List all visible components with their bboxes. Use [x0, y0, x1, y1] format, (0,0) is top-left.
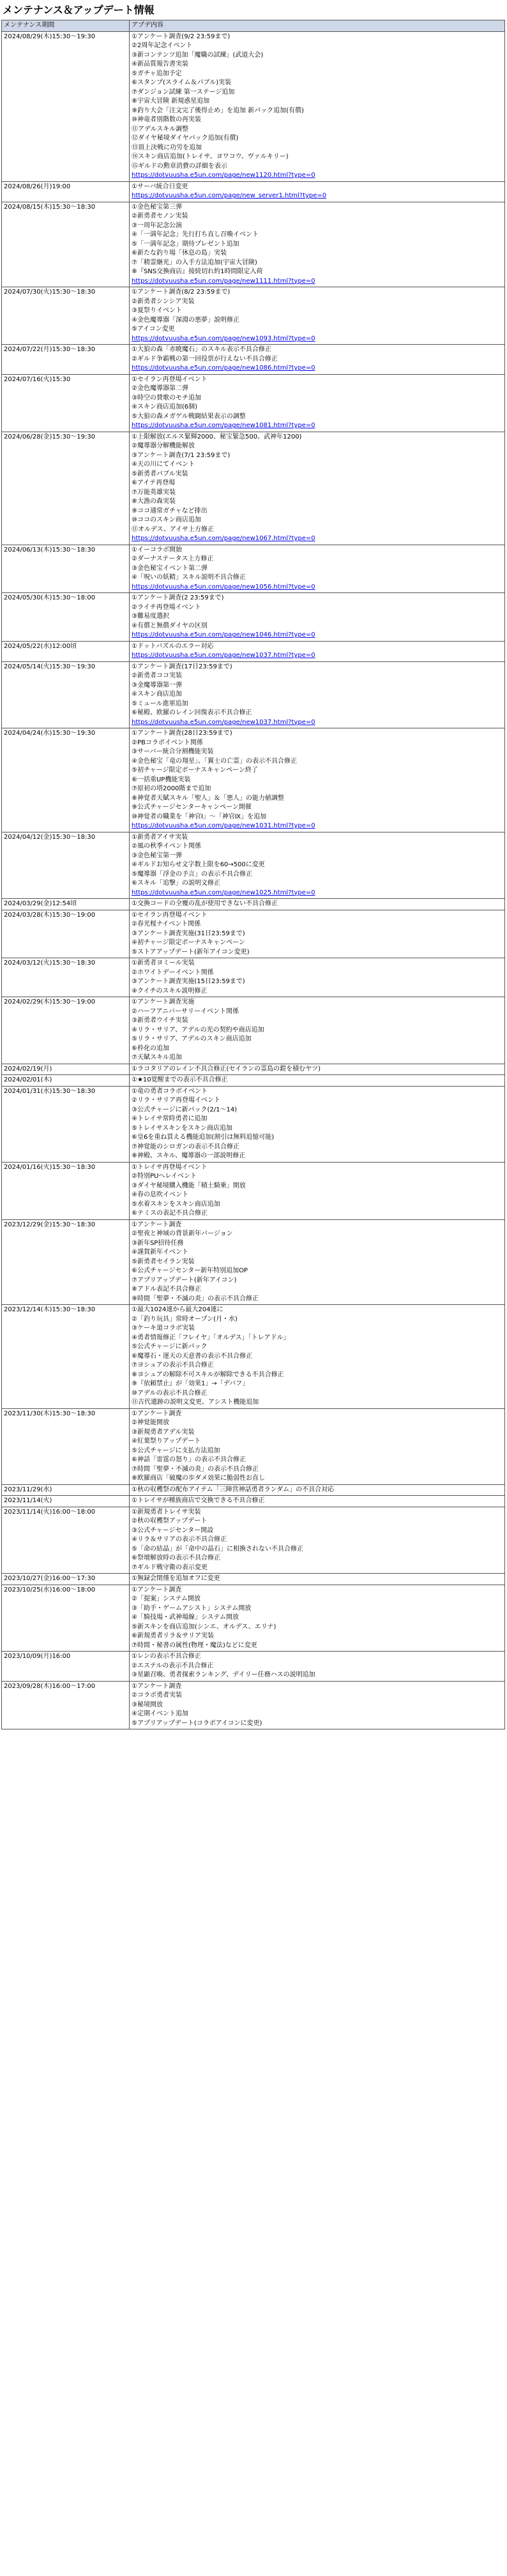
- update-content: [130, 432, 505, 545]
- table-row: [2, 1496, 505, 1507]
- update-item: ④スキン商店追加(6個): [132, 403, 198, 411]
- update-item: ②魔導器分解機能解放: [132, 442, 195, 450]
- update-item: ⑩神竜者別階数の再実装: [132, 116, 201, 124]
- update-item: ③新規勇者アデル実装: [132, 1428, 195, 1436]
- notice-link[interactable]: https://dotvuusha.e5un.com/page/new1056.html?type=0: [132, 583, 315, 591]
- column-header-period: メンテナンス期間: [2, 20, 130, 32]
- update-item: ④金色魔導器「深淵の悪夢」説明修正: [132, 316, 239, 324]
- maintenance-period: 2023/12/14(木)15:30～18:30: [2, 1305, 130, 1409]
- update-item: ①トレイサ再登場イベント: [132, 1163, 208, 1171]
- notice-link[interactable]: https://dotvuusha.e5un.com/page/new1067.html?type=0: [132, 535, 315, 543]
- notice-link[interactable]: https://dotvuusha.e5un.com/page/new1031.html?type=0: [132, 822, 315, 830]
- update-item: ③アンケート調査実施(15日23:59まで): [132, 978, 245, 986]
- table-row: [2, 181, 505, 202]
- update-item: ④「騎技場・武神場線」システム開放: [132, 1614, 239, 1622]
- update-item: ③新年SP招待任務: [132, 1239, 184, 1247]
- update-item: ③公式チャージセンター開設: [132, 1526, 214, 1534]
- update-item: ⑤アイコン変更: [132, 326, 175, 333]
- update-content: [130, 1305, 505, 1409]
- update-item: ②ホワイトデーイベント関係: [132, 968, 214, 976]
- update-item: ⑤新スキンを商店追加(シンエ、オルデス、エリナ): [132, 1623, 276, 1631]
- update-item: ③ダイヤ秘境購入機能「積土騎乗」開放: [132, 1182, 246, 1189]
- update-item: ⑪オルデス、アイサ上方修正: [132, 525, 214, 533]
- update-item: ⑩神覚者の職業を「神官Ⅰ」～「神官Ⅸ」を追加: [132, 813, 267, 820]
- update-item: ③公式チャージに新パック(2/1～14): [132, 1106, 238, 1113]
- update-content: [130, 345, 505, 375]
- update-item: ②聖夜と神域の背景新年バージョン: [132, 1230, 233, 1238]
- table-row: [2, 1484, 505, 1496]
- column-header-content: アプデ内容: [130, 20, 505, 32]
- update-item: ⑧大漁の森実装: [132, 498, 176, 506]
- maintenance-period: 2024/05/22(水)12:00頃: [2, 641, 130, 661]
- update-item: ①新勇者ヨミール実装: [132, 960, 195, 967]
- update-item: ①アンケート調査: [132, 1410, 182, 1417]
- update-item: ④スキン商店追加: [132, 691, 182, 698]
- update-item: ④謹賀新年イベント: [132, 1249, 188, 1256]
- update-item: ⑩ココのスキン商店追加: [132, 516, 201, 524]
- update-item: ⑦原初の塔2000階まで追加: [132, 785, 211, 793]
- update-item: ④「一満年記念」先行打ち直し召喚イベント: [132, 231, 259, 239]
- update-item: ①アンケート調査: [132, 1682, 182, 1690]
- update-item: ②新勇者シンシア実装: [132, 298, 195, 305]
- maintenance-period: 2023/10/27(金)16:00～17:30: [2, 1574, 130, 1585]
- update-item: ⑦天賦スキル追加: [132, 1054, 182, 1062]
- update-item: ①最大1024連から最大204連に: [132, 1306, 223, 1314]
- update-item: ⑩アデルの表示不具合修正: [132, 1389, 208, 1397]
- update-content: [130, 1507, 505, 1574]
- update-content: [130, 1496, 505, 1507]
- update-item: ⑥スキル「追撃」の説明文修正: [132, 880, 220, 887]
- update-item: ⑦時間「聖夢・不滅の炎」の表示不具合修正: [132, 1465, 259, 1473]
- update-item: ⑮ギルドの勲章消費の詳細を表示: [132, 162, 227, 170]
- update-item: ②PBコラボイベント関係: [132, 739, 203, 746]
- update-item: ⑦ダンジョン試練 第一ステージ追加: [132, 88, 235, 96]
- update-item: ④春の息吹イベント: [132, 1191, 188, 1199]
- update-content: [130, 545, 505, 593]
- update-item: ③金魔導器第一弾: [132, 681, 182, 689]
- maintenance-period: 2024/01/16(火)15:30～18:30: [2, 1162, 130, 1219]
- update-item: ②風の秋季イベント関係: [132, 843, 201, 850]
- update-item: ①セイラン再登場イベント: [132, 375, 208, 383]
- update-item: ④定期イベント追加: [132, 1710, 188, 1718]
- update-content: [130, 832, 505, 899]
- update-item: ④有償と無償ダイヤの区別: [132, 622, 208, 629]
- update-item: ③アンケート調査実施(31日23:59まで): [132, 930, 245, 937]
- table-row: [2, 545, 505, 593]
- table-row: [2, 1305, 505, 1409]
- update-item: ⑤公式チャージに新パック: [132, 1343, 208, 1351]
- update-item: ③サーバー統合分割機能実装: [132, 748, 214, 756]
- update-item: ①無録会閉僅を追加オフに変更: [132, 1575, 220, 1583]
- update-item: ①アンケート調査(28日23:59まで): [132, 730, 232, 737]
- update-item: ③星顕召喚、勇者探索ランキング、デイリー任務ハスの説明追加: [132, 1671, 315, 1679]
- update-item: ④「呪いの妖精」スキル説明不具合修正: [132, 574, 246, 582]
- update-item: ②「提案」システム開放: [132, 1595, 201, 1603]
- update-content: [130, 997, 505, 1064]
- update-item: ①イーコラボ開始: [132, 546, 182, 554]
- maintenance-period: 2023/10/09(月)16:00: [2, 1652, 130, 1682]
- update-item: ⑦時間・秘書の属性(物理・魔法)などに変更: [132, 1641, 257, 1649]
- update-content: [130, 1162, 505, 1219]
- update-item: ①セイラン再登場イベント: [132, 911, 208, 919]
- update-item: ⑤公式チャージに支払方法追加: [132, 1447, 220, 1454]
- update-item: ⑧アドル表記不具合修正: [132, 1286, 201, 1293]
- update-content: [130, 1408, 505, 1484]
- update-item: ④ギルドお知らせ文字数上限を60→500に変更: [132, 861, 265, 869]
- update-item: ②新勇者セノン実装: [132, 213, 188, 220]
- update-item: ④リラ・サリア、アデルの光の契約や商店追加: [132, 1026, 264, 1034]
- update-content: [130, 1219, 505, 1305]
- table-row: [2, 374, 505, 432]
- update-item: ④金色秘宝「竜の翔星」、「翼士の亡霊」の表示不具合修正: [132, 757, 297, 765]
- update-item: ⑥魔導石・運天の天意書の表示不具合修正: [132, 1352, 252, 1360]
- update-item: ⑤「一満年記念」期待プレゼント追加: [132, 240, 239, 248]
- update-item: ①アンケート調査: [132, 1586, 182, 1593]
- maintenance-period: 2023/11/30(木)15:30～18:30: [2, 1408, 130, 1484]
- update-content: [130, 910, 505, 958]
- update-item: ②秋の収穫祭アップデート: [132, 1518, 208, 1525]
- update-item: ②春光桜ナイベント関係: [132, 921, 201, 928]
- update-item: ①新規勇者トレイサ実装: [132, 1508, 201, 1516]
- update-item: ⑤リラ・サリア、アデルのスキン商店追加: [132, 1036, 252, 1043]
- update-item: ⑨釣り大会「注文完了後得止め」を追加 新パック追加(有償): [132, 107, 304, 114]
- table-row: [2, 1086, 505, 1162]
- notice-link[interactable]: https://dotvuusha.e5un.com/page/new1046.html?type=0: [132, 631, 315, 639]
- update-item: ②リラ・サリア再登場イベント: [132, 1097, 220, 1104]
- notice-link[interactable]: https://dotvuusha.e5un.com/page/new1037.html?type=0: [132, 652, 315, 659]
- update-item: ③新勇者ウイチ実装: [132, 1017, 188, 1025]
- update-content: [130, 287, 505, 345]
- table-row: [2, 1162, 505, 1219]
- update-item: ⑥枠化の追加: [132, 1044, 169, 1052]
- update-item: ④天の川にてイベント: [132, 461, 195, 469]
- table-row: [2, 593, 505, 642]
- update-item: ⑤大狼の森メガゲル戦闘結果表示の調整: [132, 412, 246, 420]
- update-item: ⑨公式チャージセンターキャンペーン開催: [132, 804, 252, 811]
- update-item: ③時空の賛歌のモチ追加: [132, 394, 201, 402]
- table-body: [2, 31, 505, 1729]
- update-item: ①アンケート調査実施: [132, 998, 195, 1006]
- notice-link[interactable]: https://dotvuusha.e5un.com/page/new1081.html?type=0: [132, 422, 315, 430]
- update-item: ①上限解放(エルス緊輝2000、秘宝緊急500、武神年1200): [132, 433, 302, 441]
- update-item: ⑥新規勇者リラ＆サリア実装: [132, 1632, 214, 1640]
- update-content: [130, 728, 505, 832]
- update-item: ⑭スキン商店追加(トレイサ、ヨワコウ、ヴァルキリー): [132, 153, 289, 161]
- update-item: ④リラ＆サリアの表示不具合修正: [132, 1536, 227, 1544]
- update-item: ①竜の勇者コラボイベント: [132, 1087, 208, 1095]
- update-item: ②ギルド争霸戦の第一回役票が行えない不具合修正: [132, 355, 278, 363]
- update-item: ⑥皇6を重ね買える機能追加(割引は無料追憶可能): [132, 1134, 275, 1141]
- table-row: [2, 958, 505, 997]
- table-row: [2, 832, 505, 899]
- update-item: ⑤新勇者セイラン実装: [132, 1258, 195, 1265]
- update-item: ③「助手・ゲームアシスト」システム開放: [132, 1604, 252, 1612]
- table-row: [2, 1681, 505, 1729]
- update-item: ⑪アデルスキル調整: [132, 125, 189, 133]
- update-item: ①金色秘宝第三弾: [132, 203, 182, 211]
- update-item: ⑥一括重UP機能実装: [132, 776, 191, 783]
- maintenance-period: 2024/08/29(木)15:30～19:30: [2, 31, 130, 181]
- update-item: ①サーバ統合日変更: [132, 183, 188, 190]
- maintenance-period: 2024/02/19(月): [2, 1064, 130, 1075]
- update-content: [130, 202, 505, 287]
- update-item: ⑤初チャージ限定ボーナスキャンペーン終了: [132, 767, 258, 774]
- update-item: ①アンケート調査(9/2 23:59まで): [132, 33, 231, 40]
- update-content: [130, 1484, 505, 1496]
- update-item: ①ドットバズルのエラー対応: [132, 642, 214, 650]
- notice-link[interactable]: https://dotvuusha.e5un.com/page/new_server1.html?type=0: [132, 192, 327, 200]
- update-item: ⑤ミュール進軍追加: [132, 700, 188, 707]
- update-item: ②エステルの表示不具合修正: [132, 1662, 214, 1669]
- table-row: [2, 31, 505, 181]
- maintenance-period: 2024/03/28(木)15:30～19:00: [2, 910, 130, 958]
- update-content: [130, 1574, 505, 1585]
- update-item: ③難易度選択: [132, 613, 169, 621]
- update-content: [130, 374, 505, 432]
- maintenance-period: 2023/11/14(火): [2, 1496, 130, 1507]
- table-row: [2, 997, 505, 1064]
- update-item: ④初チャージ限定ボーナスキャンペーン: [132, 939, 245, 947]
- maintenance-period: 2024/05/14(火)15:30～19:30: [2, 661, 130, 728]
- table-row: [2, 1574, 505, 1585]
- update-item: ③ケーキ道コラボ実装: [132, 1325, 195, 1332]
- table-row: [2, 1652, 505, 1682]
- update-item: ⑥祭壇解放時の表示不具合修正: [132, 1555, 220, 1562]
- maintenance-period: 2024/05/30(木)15:30～18:00: [2, 593, 130, 642]
- table-row: [2, 1408, 505, 1484]
- update-item: ⑪古代遺跡の説明文変更、アシスト機能追加: [132, 1399, 259, 1406]
- update-item: ⑤水着スキンをスキン商店追加: [132, 1200, 220, 1208]
- update-item: ⑦アプリアップデート(新年アイコン): [132, 1276, 237, 1284]
- table-row: [2, 661, 505, 728]
- update-content: [130, 641, 505, 661]
- update-content: [130, 1075, 505, 1087]
- maintenance-period: 2023/11/14(火)16:00～18:00: [2, 1507, 130, 1574]
- update-item: ⑥スタンプ(スライム＆パブル)実装: [132, 79, 232, 87]
- update-item: ⑨ココ通常ガチャなど排出: [132, 507, 208, 515]
- maintenance-period: 2024/02/01(木): [2, 1075, 130, 1087]
- update-item: ⑤ストアアップデート(新年アイコン変更): [132, 948, 250, 956]
- maintenance-period: 2024/04/24(水)15:30～19:30: [2, 728, 130, 832]
- update-item: ③新コンテンツ追加「魔職の試練」(武道大会): [132, 51, 264, 59]
- maintenance-table: [1, 20, 505, 1729]
- maintenance-period: 2024/01/31(水)15:30～18:30: [2, 1086, 130, 1162]
- update-item: ①★10覚醒までの表示不具合修正: [132, 1076, 228, 1084]
- update-item: ⑧神殿、スキル、魔導器の一部説明修正: [132, 1152, 246, 1160]
- table-row: [2, 910, 505, 958]
- update-item: ③金色秘宝イベント第二弾: [132, 564, 208, 572]
- update-item: ①レンの表示不具合修正: [132, 1653, 201, 1661]
- maintenance-period: 2024/07/30(火)15:30～18:30: [2, 287, 130, 345]
- update-item: ①アンケート調査(8/2 23:59まで): [132, 289, 231, 296]
- update-item: ⑥アイテ再登場: [132, 479, 176, 487]
- update-item: ⑤トレイサスキンをスキン商店追加: [132, 1124, 232, 1132]
- update-item: ③秘境開放: [132, 1701, 163, 1708]
- table-row: [2, 641, 505, 661]
- notice-link[interactable]: https://dotvuusha.e5un.com/page/new1037.html?type=0: [132, 718, 315, 726]
- table-row: [2, 728, 505, 832]
- update-item: ②2周年記念イベント: [132, 42, 193, 50]
- notice-link[interactable]: https://dotvuusha.e5un.com/page/new1025.html?type=0: [132, 889, 315, 896]
- update-item: ④勇者情報修正「フレイヤ」「オルデス」「トレアドル」: [132, 1334, 290, 1341]
- update-item: ②「釣り玩具」常時オープン(月・水): [132, 1315, 238, 1323]
- table-row: [2, 1075, 505, 1087]
- update-item: ①新勇者アイサ実装: [132, 833, 188, 841]
- update-content: [130, 661, 505, 728]
- table-row: [2, 202, 505, 287]
- update-item: ①アンケート調査: [132, 1221, 182, 1228]
- table-row: [2, 345, 505, 375]
- maintenance-period: 2024/03/29(金)12:54頃: [2, 899, 130, 910]
- update-content: [130, 593, 505, 642]
- update-item: ⑦ギルド戦守衛の表示変更: [132, 1563, 208, 1571]
- update-item: ③夏祭りイベント: [132, 307, 182, 315]
- update-item: ⑨『依頼禁止』が「効果1」→「デバフ」: [132, 1380, 249, 1388]
- maintenance-period: 2024/03/12(火)15:30～18:30: [2, 958, 130, 997]
- update-content: [130, 1681, 505, 1729]
- update-item: ①大狼の森「赤暁魔石」のスキル表示不具合修正: [132, 346, 271, 354]
- maintenance-period: 2024/06/28(金)15:30～19:30: [2, 432, 130, 545]
- update-item: ⑥公式チャージセンター新年特別追加OP: [132, 1267, 248, 1275]
- update-item: ⑫ダイヤ秘境ダイヤパック追加(有償): [132, 135, 239, 142]
- update-item: ⑦神覚能のシロガンの表示不具合修正: [132, 1143, 239, 1150]
- update-item: ⑧宇宙大冒険 新規惑星追加: [132, 98, 210, 105]
- maintenance-period: 2024/08/15(木)15:30～18:30: [2, 202, 130, 287]
- update-item: ⑨時間「聖夢・不滅の炎」の表示不具合修正: [132, 1295, 259, 1302]
- maintenance-period: 2023/10/25(水)16:00～18:00: [2, 1585, 130, 1652]
- update-item: ⑦万能英雄実装: [132, 488, 176, 496]
- notice-link[interactable]: https://dotvuusha.e5un.com/page/new1111.html?type=0: [132, 277, 315, 285]
- maintenance-period: 2024/06/13(木)15:30～18:30: [2, 545, 130, 593]
- table-row: [2, 1219, 505, 1305]
- update-item: ④クイチのスキル説明修正: [132, 987, 208, 995]
- notice-link[interactable]: https://dotvuusha.e5un.com/page/new1093.html?type=0: [132, 335, 315, 342]
- maintenance-period: 2024/08/26(月)19:00: [2, 181, 130, 202]
- update-item: ⑬頂上決戦に功労を追加: [132, 144, 202, 151]
- update-item: ⑧『SNS交換商店』接続切れ約1時間限定入荷: [132, 268, 263, 276]
- update-item: ①アンケート調査(17日23:59まで): [132, 663, 232, 670]
- maintenance-period: 2023/09/28(木)16:00～17:00: [2, 1681, 130, 1729]
- update-content: [130, 958, 505, 997]
- update-item: ⑦「精霊継光」の入手方法追加(宇宙大冒険): [132, 259, 257, 266]
- update-item: ⑧神覚者天賦スキル「聖人」＆「悪人」の能力値調整: [132, 794, 284, 802]
- update-item: ①アンケート調査(2 23:59まで): [132, 594, 224, 602]
- update-item: ②特別PUへレイベント: [132, 1173, 197, 1180]
- update-content: [130, 1086, 505, 1162]
- notice-link[interactable]: https://dotvuusha.e5un.com/page/new1086.html?type=0: [132, 365, 315, 372]
- update-item: ①ラコタリアのレイン不具合修正(セイランの霊島の鎧を積むヤツ): [132, 1065, 321, 1073]
- update-item: ⑧欧羅商店「破魔の歩ダメ効果に脆弱性お直し: [132, 1475, 265, 1482]
- table-row: [2, 1585, 505, 1652]
- maintenance-period: 2024/07/16(火)15:30: [2, 374, 130, 432]
- update-item: ③金色秘宝第一弾: [132, 852, 182, 859]
- update-item: ⑥テミスの表記不具合修正: [132, 1210, 208, 1217]
- update-content: [130, 1064, 505, 1075]
- update-item: ②神覚能開放: [132, 1419, 169, 1427]
- update-item: ②ダーナステータス上方修正: [132, 555, 214, 563]
- update-item: ⑤アプリアップデート(コラボアイコンに変更): [132, 1719, 262, 1727]
- maintenance-period: 2023/11/29(水): [2, 1484, 130, 1496]
- table-row: [2, 432, 505, 545]
- maintenance-period: 2024/02/29(木)15:30～19:00: [2, 997, 130, 1064]
- update-item: ⑥新たな釣り場「休息の島」実装: [132, 250, 227, 257]
- update-content: [130, 899, 505, 910]
- table-header-row: [2, 20, 505, 32]
- update-item: ⑥神話「雷霆の怒り」の表示不具合修正: [132, 1456, 246, 1464]
- update-item: ⑤新勇者パブル実装: [132, 470, 188, 478]
- update-item: ⑧ヨシュアの解除不可スキルが解除できる不具合修正: [132, 1371, 284, 1378]
- maintenance-period: 2024/04/12(金)15:30～18:30: [2, 832, 130, 899]
- maintenance-period: 2024/07/22(月)15:30～18:30: [2, 345, 130, 375]
- update-item: ②ライチ再登場イベント: [132, 603, 201, 611]
- table-row: [2, 1507, 505, 1574]
- update-item: ①トレイサが種族商店で交換できる不具合修正: [132, 1497, 265, 1505]
- update-item: ⑤「命の結晶」が「命中の晶石」に相換されない不具合修正: [132, 1545, 303, 1553]
- update-content: [130, 1585, 505, 1652]
- update-content: [130, 31, 505, 181]
- update-item: ④紅葉祭りアップデート: [132, 1438, 201, 1445]
- page-title: メンテナンス＆アップデート情報: [3, 4, 155, 16]
- update-item: ②コラボ勇者実装: [132, 1692, 182, 1699]
- update-item: ③アンケート調査(7/1 23:59まで): [132, 451, 231, 459]
- update-item: ⑥秘殿、欧羅のレイン回復表示不具合修正: [132, 709, 252, 717]
- update-item: ①交換コードの全覆の乱が使用できない不具合修正: [132, 900, 278, 908]
- notice-link[interactable]: https://dotvuusha.e5un.com/page/new1120.html?type=0: [132, 172, 315, 179]
- update-item: ④トレイサ常時勇者に追加: [132, 1115, 208, 1123]
- update-item: ⑤ガチャ追加予定: [132, 70, 182, 77]
- update-item: ⑤魔導器「浮金の予言」の表示不具合修正: [132, 870, 252, 878]
- update-item: ①秋の収穫祭の配布アイテム「三陣営神話勇者ランダム」の不具合対応: [132, 1486, 335, 1493]
- update-item: ②金色魔導器第二弾: [132, 385, 188, 393]
- table-row: [2, 287, 505, 345]
- table-row: [2, 899, 505, 910]
- update-item: ②ハーフアニバーサリーイベント関係: [132, 1007, 239, 1015]
- update-content: [130, 1652, 505, 1682]
- update-item: ③一周年記念公演: [132, 222, 182, 229]
- update-item: ④新品質報告書実装: [132, 61, 188, 68]
- maintenance-period: 2023/12/29(金)15:30～18:30: [2, 1219, 130, 1305]
- update-item: ⑦ヨシュアの表示不具合修正: [132, 1362, 214, 1369]
- update-item: ②新勇者ココ実装: [132, 672, 182, 680]
- update-content: [130, 181, 505, 202]
- table-row: [2, 1064, 505, 1075]
